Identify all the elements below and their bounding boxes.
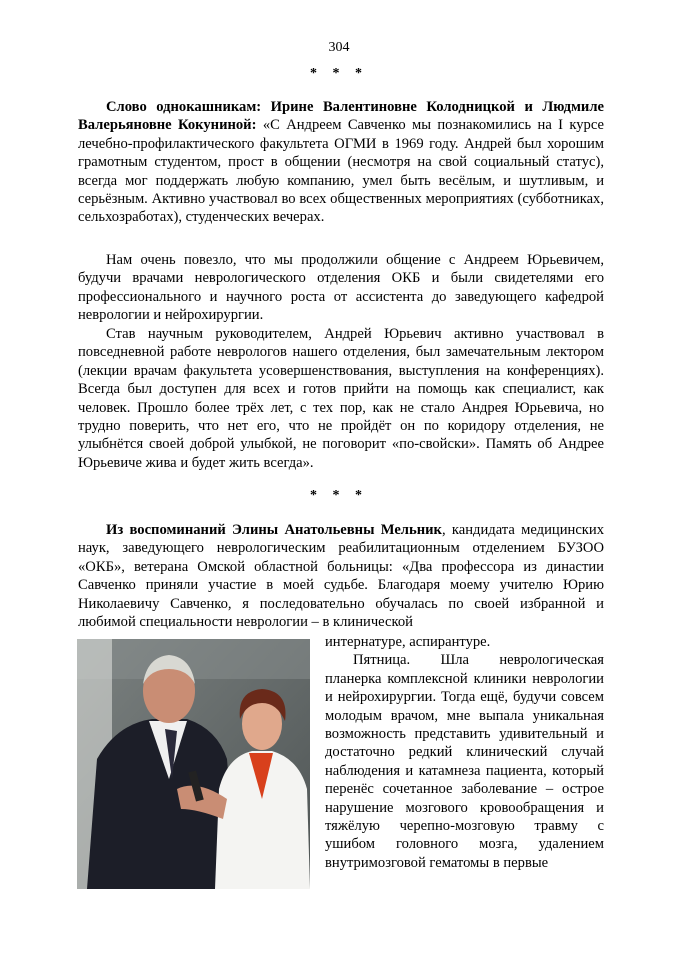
paragraph-melnik-story bbox=[325, 633, 604, 872]
classmates-text: «С Андреем Савченко мы познакомились на I курсе лечебно-профилактического факультета ОГМИ в 1969 году. Андрей был хорошим грамотным студентом, прост в общении (несмотря на свой социальный статус), всегда мог поддержать любую компанию, умел быть весёлым, и шутливым, и серьёзным. Активно участвовал во всех общественных мероприятиях (субботниках, сельхозработах), студенческих вечерах. bbox=[78, 117, 604, 226]
classmates-heading: Слово однокашникам: Ирине Валентиновне Колодницкой и Людмиле Валерьяновне Кокуниной: bbox=[78, 99, 604, 134]
photo-illustration bbox=[77, 639, 310, 889]
story-text: Пятница. Шла неврологическая планерка комплексной клиники неврологии и нейрохирургии. Тогда ещё, будучи совсем молодым врачом, мне выпала уникальная возможность представить удивительный и достаточно редкий клинический случай наблюдения и катамнеза пациента, который перенёс сочетанное заболевание – острое нарушение мозгового кровообращения и тяжёлую черепно-мозговую травму с ушибом головного мозга, удалением внутримозговой гематомы в первые bbox=[325, 652, 604, 871]
paragraph-colleagues: Нам очень повезло, что мы продолжили общение с Андреем Юрьевичем, будучи врачами неврологического отделения ОКБ и были свидетелями его профессионального и научного роста от ассистента до заведующего кафедрой неврологии и нейрохирургии. bbox=[78, 252, 604, 324]
melnik-text: , кандидата медицинских наук, заведующего неврологическим реабилитационным отделением БУЗОО «ОКБ», ветерана Омской областной больницы: «Два профессора из династии Савченко приняли участие в моей судьбе. Благодаря моему учителю Юрию Николаевичу Савченко, я последовательно обучалась по своей избранной и любимой специальности неврологии – в клинической bbox=[78, 522, 604, 631]
section-separator: * * * bbox=[310, 488, 368, 503]
story-first-line: интернатуре, аспирантуре. bbox=[325, 634, 491, 650]
melnik-heading: Из воспоминаний Элины Анатольевны Мельник bbox=[106, 522, 442, 538]
page-number: 304 bbox=[328, 40, 350, 55]
paragraph-supervisor: Став научным руководителем, Андрей Юрьевич активно участвовал в повседневной работе неврологов нашего отделения, был замечательным лектором (лекции врачам факультета усовершенствования, выступления на конференциях). Всегда был доступен для всех и готов прийти на помощь как специалист, как человек. Прошло более трёх лет, с тех пор, как не стало Андрея Юрьевича, но трудно поверить, что нет его, что не пройдёт он по коридору отделения, не улыбнётся своей доброй улыбкой, не поговорит «по-свойски». Память об Андрее Юрьевиче жива и будет жить всегда». bbox=[78, 326, 604, 471]
paragraph-classmates bbox=[78, 98, 604, 227]
section-separator: * * * bbox=[310, 66, 368, 81]
paragraph-melnik-intro bbox=[78, 521, 604, 631]
photo-two-people bbox=[77, 639, 310, 889]
